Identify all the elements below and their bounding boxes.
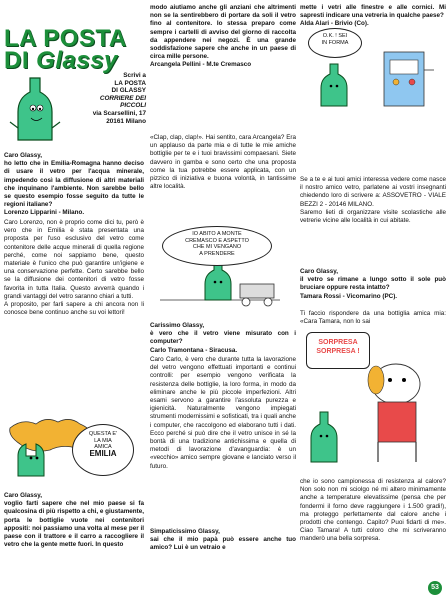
reply-tamara [300,478,446,544]
reply-body: che io sono campionessa di resistenza al calore? Non solo non mi sciolgo né mi altero minimamente anche a temperature elevatissime (pensa che per fondermi il forno deve raggiungere i 1.500 gradi!), ma proteggo perfettamente dal calore anche i prodotti che contengo. Capito? Puoi fidarti di me». Ciao Tamara! A tutti coloro che mi scriveranno manderò una bella sorpresa. [300,478,446,543]
bubble-line: O.K. ! SEI [322,33,348,39]
address-block [74,72,146,125]
letter-signature: Alda Alari - Brivio (Co). [300,20,369,28]
letter-body: mette i vetri alle finestre e alle cornici. Mi sapresti indicare una vetreria in qualche paese? [300,4,446,20]
bubble-line: SORPRESA [318,339,358,346]
reply-body: Ti faccio rispondere da una bottiglia amica mia: «Cara Tamara, non lo sai [300,310,446,326]
bubble-line: IO ABITO A MONTE [192,231,242,237]
reply-body: Se a te e ai tuoi amici interessa vedere come nasce il nostro amico vetro, parlatene ai vostri insegnanti chiedendo loro di scrivere a: ASSOVETRO - VIALE BEZZI 2 - 20146 MILANO. [300,176,446,208]
letter-greeting: Caro Glassy, [300,268,339,275]
reply-body: Caro Lorenzo, non è proprio come dici tu, però è vero che in Emilia è stata presentata una proposta per l'uso esclusivo del vetro come contenitore delle acque minerali di quella regione perché, come noi sappiamo bene, questo materiale è l'unico che può garantire un'igiene e una conservazione perfette. Certo sarebbe bello se la diffusione dei contenitori di vetro fosse favorita in tutta Italia. Questo avverrà quando i grandi vantaggi del vetro saranno chiari a tutti. [4,219,144,300]
letter-greeting: Simpaticissimo Glassy, [150,528,220,535]
bubble-line: QUESTA E' [88,431,118,437]
letter-body: è vero che il vetro viene misurato con i computer? [150,330,296,346]
reply-tamara-intro [300,310,446,326]
letter-alda-cont [300,4,446,29]
page-number: 53 [428,581,442,595]
speech-bubble-dog [306,332,370,369]
bubble-line: SORPRESA ! [316,348,360,355]
letter-body: ho letto che in Emilia-Romagna hanno deciso di usare il vetro per l'acqua minerale, impedendo così la diffusione di altri materiali che inquinano l'ambiente. Non sarebbe bello se questo esempio fosse seguito da tutte le regioni italiane? [4,160,144,209]
letter-signature: Arcangela Pellini - M.te Cremasco [150,61,252,69]
address-line: PICCOLI [120,102,146,110]
letter-carlo [150,322,296,355]
reply-carlo [150,356,296,471]
title-glassy: Glassy [36,47,118,74]
speech-bubble-emilia [72,424,134,476]
glassy-bottle-mascot [6,74,66,146]
address-line: DI GLASSY [111,87,146,95]
reply-body: A proposito, per farli sapere a chi ancora non li conosce bene continuo anche su voi lettori! [4,301,144,317]
letter-body: modo aiutiamo anche gli anziani che altrimenti non se la sentirebbero di portare da soli il vetro fino al contenitore. Io stessa preparo come sempre i cartelli di avviso del giorno di raccolta da appendere nei negozi. È una grande soddisfazione sapere che anche in un paese di circa mille persone. [150,4,296,61]
letter-signature: Lorenzo Lipparini - Milano. [4,209,85,217]
speech-bubble-robot [308,28,362,58]
letter-greeting: Caro Glassy, [4,152,43,159]
speech-bubble-cart [162,226,272,266]
letter-body: voglio farti sapere che nel mio paese si fa qualcosina di più rispetto a chi, e giustamente, porta le bottiglie vuote nei contenitori appositi: noi passiamo una volta al mese per il paese con il trattore e il carro a raccogliere il vetro che la gente mette fuori. In questo [4,500,144,549]
reply-lorenzo [4,219,144,317]
reply-body: Saremo lieti di organizzare visite scolastiche alle vetrerie vicine alle località in cui abitate. [300,208,446,225]
letter-alda [150,528,296,553]
address-line: via Scarsellini, 17 [92,109,146,117]
letter-lorenzo [4,152,144,218]
reply-body: Caro Carlo, è vero che durante tutta la lavorazione del vetro vengono effettuati importanti e continui controlli: per esempio vengono verificata la resistenza delle bottiglie, la loro forma, in modo da eliminare anche le più piccole imperfezioni. Altri esami servono a garantire l'assoluta purezza e igienicità. Naturalmente vengono impiegati strumenti modernissimi e sofisticati, tra i quali anche i computer, che raccolgono ed elaborano tutti i dati. Ecco perché si può dire che il vetro unisce in sé la bontà di una tradizione antichissima e quella di metodi di lavorazione d'avanguardia: è un «vecchio» amico sempre giovane e lanciato verso il futuro. [150,356,296,470]
bubble-line: IN FORMA [321,39,349,46]
letter-signature: Tamara Rossi - Vicomarino (PC). [300,292,398,300]
address-line: CORRIERE DEI [99,94,146,102]
title-line-1: LA POSTA [4,25,127,52]
reply-arcangela [150,134,296,191]
title-line-2 [4,47,144,74]
bubble-line: CREMASCO E ASPETTO [185,237,249,244]
bubble-line: AMICA [94,444,112,450]
reply-alda [300,176,446,225]
reply-body: «Clap, clap, clap!». Hai sentito, cara Arcangela? Era un applauso da parte mia e di tutte le mie amiche bottiglie per te e i tuoi bravissimi compaesani. Siete davvero in gamba e sono certo che una proposta come la tua potrebbe essere applicata, con un pizzico di iniziativa e buona volontà, in tantissime altre località. [150,134,296,191]
letter-greeting: Caro Glassy, [4,492,43,499]
address-line: 20161 Milano [106,117,146,125]
bubble-line: CHE MI VENGANO [192,244,242,250]
letter-body: sai che il mio papà può essere anche tuo amico? Lui è un vetraio e [150,536,296,552]
letter-body: il vetro se rimane a lungo sotto il sole può bruciare oppure resta intatto? [300,276,446,292]
letter-arcangela [4,492,144,549]
bubble-line: A PRENDERE [199,250,235,257]
letter-arcangela-cont [150,4,296,70]
address-line: LA POSTA [114,79,146,87]
letter-greeting: Carissimo Glassy, [150,322,205,329]
address-line: Scrivi a [123,72,146,79]
bubble-line: EMILIA [89,448,117,458]
letter-tamara [300,268,446,301]
title-di: DI [4,47,29,74]
bubble-line: LA MIA [94,437,112,444]
letter-signature: Carlo Tramontana - Siracusa. [150,346,238,354]
